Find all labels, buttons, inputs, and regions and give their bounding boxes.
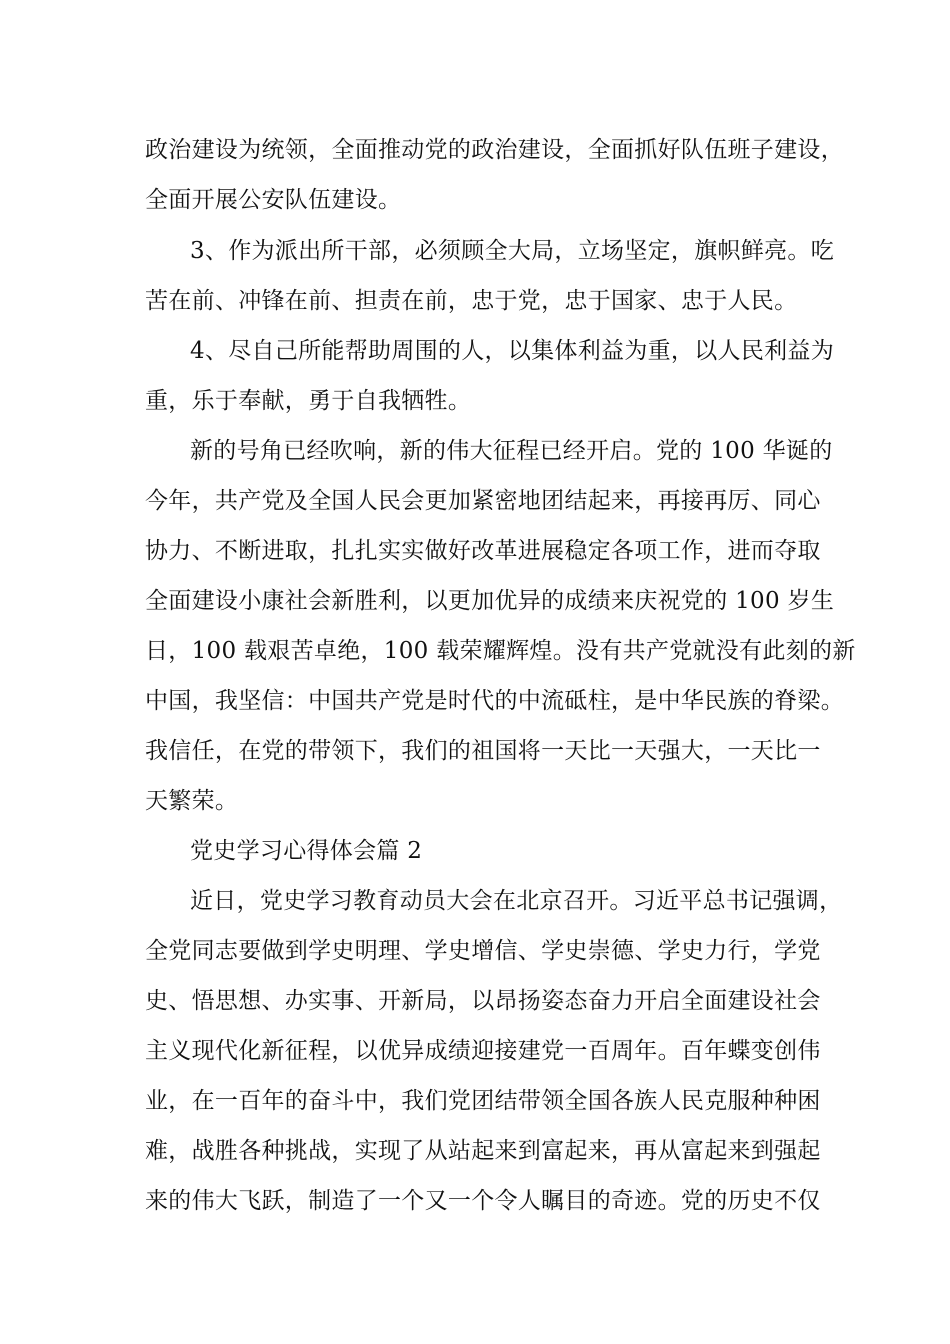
text-line: 中国，我坚信：中国共产党是时代的中流砥柱，是中华民族的脊梁。 <box>145 688 844 714</box>
paragraph-start-line: 3、作为派出所干部，必须顾全大局，立场坚定，旗帜鲜亮。吃 <box>190 238 835 264</box>
text-line: 业，在一百年的奋斗中，我们党团结带领全国各族人民克服种种困 <box>145 1088 821 1114</box>
text-line: 全面开展公安队伍建设。 <box>145 187 402 213</box>
text-line: 苦在前、冲锋在前、担责在前，忠于党，忠于国家、忠于人民。 <box>145 288 798 314</box>
text-line: 全党同志要做到学史明理、学史增信、学史崇德、学史力行，学党 <box>145 938 821 964</box>
text-line: 政治建设为统领，全面推动党的政治建设，全面抓好队伍班子建设， <box>145 137 844 163</box>
text-line: 史、悟思想、办实事、开新局，以昂扬姿态奋力开启全面建设社会 <box>145 988 821 1014</box>
text-line: 协力、不断进取，扎扎实实做好改革进展稳定各项工作，进而夺取 <box>145 538 821 564</box>
text-line: 今年，共产党及全国人民会更加紧密地团结起来，再接再厉、同心 <box>145 488 821 514</box>
text-line: 重，乐于奉献，勇于自我牺牲。 <box>145 388 472 414</box>
text-line: 我信任，在党的带领下，我们的祖国将一天比一天强大，一天比一 <box>145 738 821 764</box>
paragraph-start-line: 新的号角已经吹响，新的伟大征程已经开启。党的 100 华诞的 <box>190 438 833 464</box>
text-line: 日，100 载艰苦卓绝，100 载荣耀辉煌。没有共产党就没有此刻的新 <box>145 638 856 664</box>
text-line: 主义现代化新征程，以优异成绩迎接建党一百周年。百年蝶变创伟 <box>145 1038 821 1064</box>
text-line: 全面建设小康社会新胜利，以更加优异的成绩来庆祝党的 100 岁生 <box>145 588 835 614</box>
text-line: 难，战胜各种挑战，实现了从站起来到富起来，再从富起来到强起 <box>145 1138 821 1164</box>
section-heading: 党史学习心得体会篇 2 <box>190 838 423 864</box>
text-line: 来的伟大飞跃，制造了一个又一个令人瞩目的奇迹。党的历史不仅 <box>145 1188 821 1214</box>
paragraph-start-line: 近日，党史学习教育动员大会在北京召开。习近平总书记强调， <box>190 888 843 914</box>
text-line: 天繁荣。 <box>145 788 239 814</box>
paragraph-start-line: 4、尽自己所能帮助周围的人，以集体利益为重，以人民利益为 <box>190 338 835 364</box>
